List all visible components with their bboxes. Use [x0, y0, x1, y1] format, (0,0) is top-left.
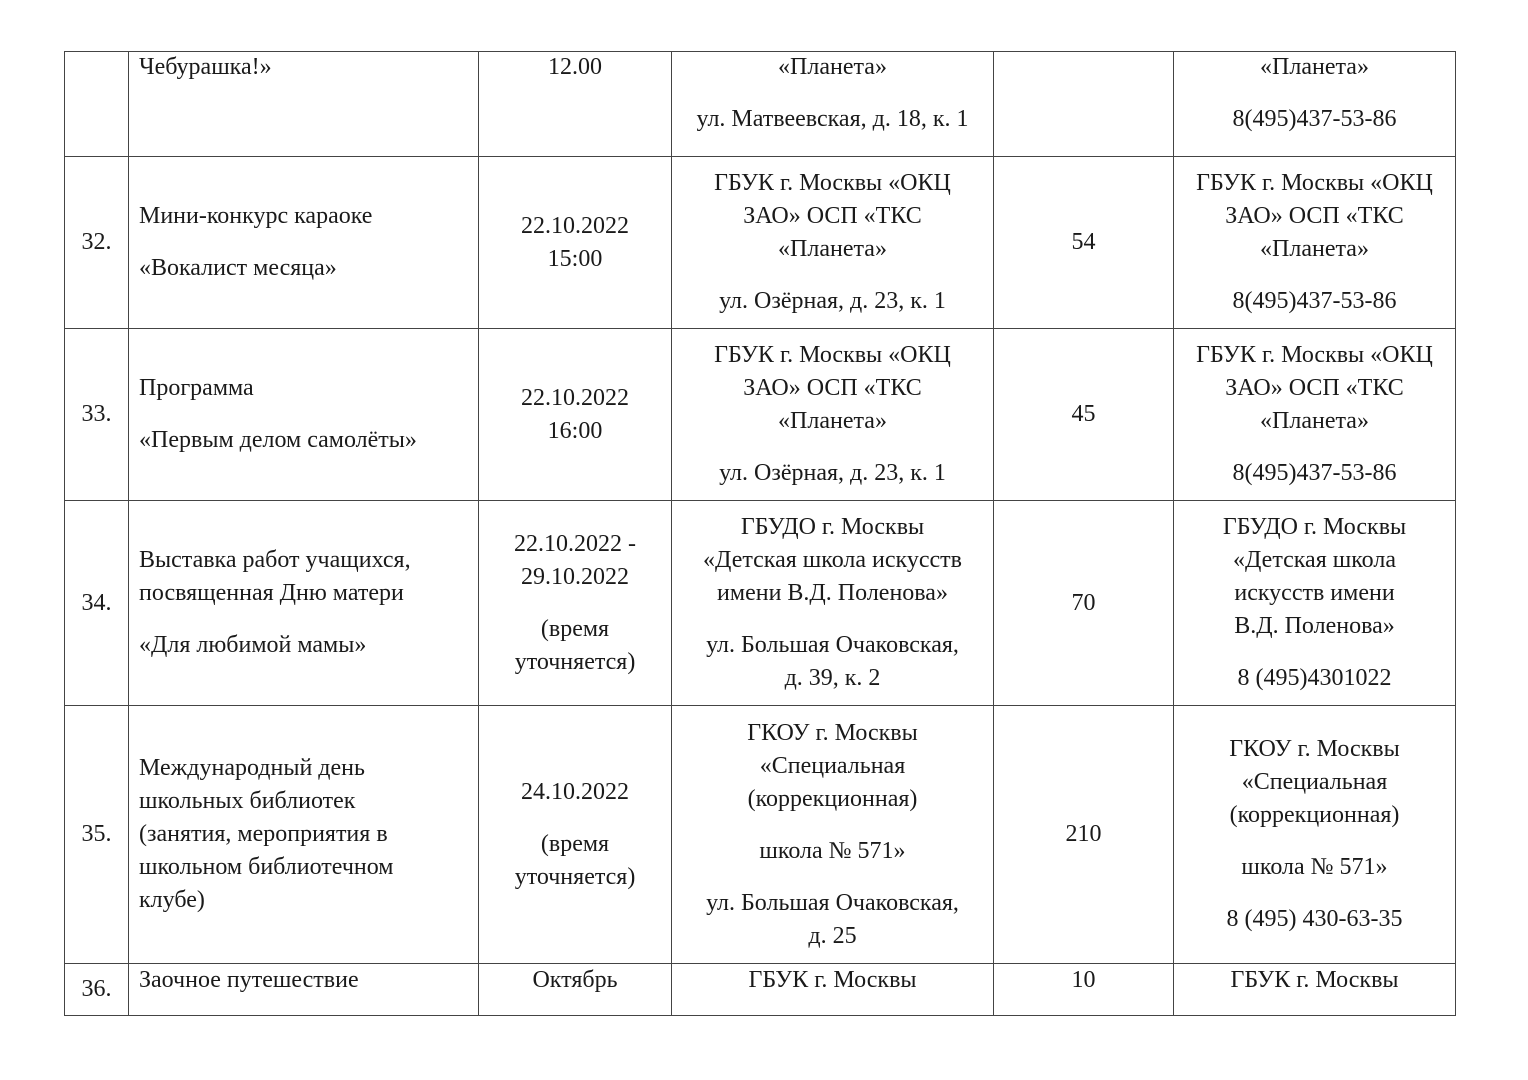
event-name-cell: Международный день школьных библиотек (занятия, мероприятия в школьном библиотечном клубе) — [129, 706, 479, 964]
organizer-cell: ГКОУ г. Москвы «Специальная (коррекционная) школа № 571» 8 (495) 430-63-35 — [1174, 706, 1456, 964]
participants-cell: 45 — [994, 329, 1174, 501]
event-date-cell: 22.10.2022 - 29.10.2022 (время уточняется) — [479, 501, 672, 706]
event-date-cell: 24.10.2022 (время уточняется) — [479, 706, 672, 964]
row-number-cell — [65, 52, 129, 157]
event-name-cell: Выставка работ учащихся, посвященная Дню матери «Для любимой мамы» — [129, 501, 479, 706]
event-date-cell: 22.10.2022 15:00 — [479, 157, 672, 329]
event-name-cell: Мини-конкурс караоке «Вокалист месяца» — [129, 157, 479, 329]
venue-cell: «Планета» ул. Матвеевская, д. 18, к. 1 — [672, 52, 994, 157]
organizer-cell: ГБУК г. Москвы — [1174, 964, 1456, 1016]
participants-cell: 70 — [994, 501, 1174, 706]
participants-cell — [994, 52, 1174, 157]
organizer-cell: ГБУК г. Москвы «ОКЦ ЗАО» ОСП «ТКС «Планета» 8(495)437-53-86 — [1174, 157, 1456, 329]
table-row — [65, 157, 1456, 329]
participants-cell: 210 — [994, 706, 1174, 964]
organizer-cell: ГБУК г. Москвы «ОКЦ ЗАО» ОСП «ТКС «Планета» 8(495)437-53-86 — [1174, 329, 1456, 501]
venue-cell: ГКОУ г. Москвы «Специальная (коррекционная) школа № 571» ул. Большая Очаковская, д. 25 — [672, 706, 994, 964]
venue-cell: ГБУК г. Москвы «ОКЦ ЗАО» ОСП «ТКС «Планета» ул. Озёрная, д. 23, к. 1 — [672, 329, 994, 501]
row-number-cell: 33. — [65, 329, 129, 501]
event-date-cell: Октябрь — [479, 964, 672, 1016]
event-date-cell: 12.00 — [479, 52, 672, 157]
table-row — [65, 501, 1456, 706]
event-name-cell: Заочное путешествие — [129, 964, 479, 1016]
organizer-cell: ГБУДО г. Москвы «Детская школа искусств имени В.Д. Поленова» 8 (495)4301022 — [1174, 501, 1456, 706]
row-number-cell: 32. — [65, 157, 129, 329]
row-number-cell: 36. — [65, 964, 129, 1016]
event-name-cell: Программа «Первым делом самолёты» — [129, 329, 479, 501]
venue-cell: ГБУК г. Москвы «ОКЦ ЗАО» ОСП «ТКС «Планета» ул. Озёрная, д. 23, к. 1 — [672, 157, 994, 329]
row-number-cell: 34. — [65, 501, 129, 706]
venue-cell: ГБУК г. Москвы — [672, 964, 994, 1016]
venue-cell: ГБУДО г. Москвы «Детская школа искусств имени В.Д. Поленова» ул. Большая Очаковская, д. 39, к. 2 — [672, 501, 994, 706]
event-name-cell: Чебурашка!» — [129, 52, 479, 157]
row-number-cell: 35. — [65, 706, 129, 964]
events-table — [64, 51, 1456, 1016]
event-date-cell: 22.10.2022 16:00 — [479, 329, 672, 501]
table-row — [65, 329, 1456, 501]
participants-cell: 54 — [994, 157, 1174, 329]
table-row — [65, 52, 1456, 157]
participants-cell: 10 — [994, 964, 1174, 1016]
table-row — [65, 964, 1456, 1016]
organizer-cell: «Планета» 8(495)437-53-86 — [1174, 52, 1456, 157]
table-row — [65, 706, 1456, 964]
